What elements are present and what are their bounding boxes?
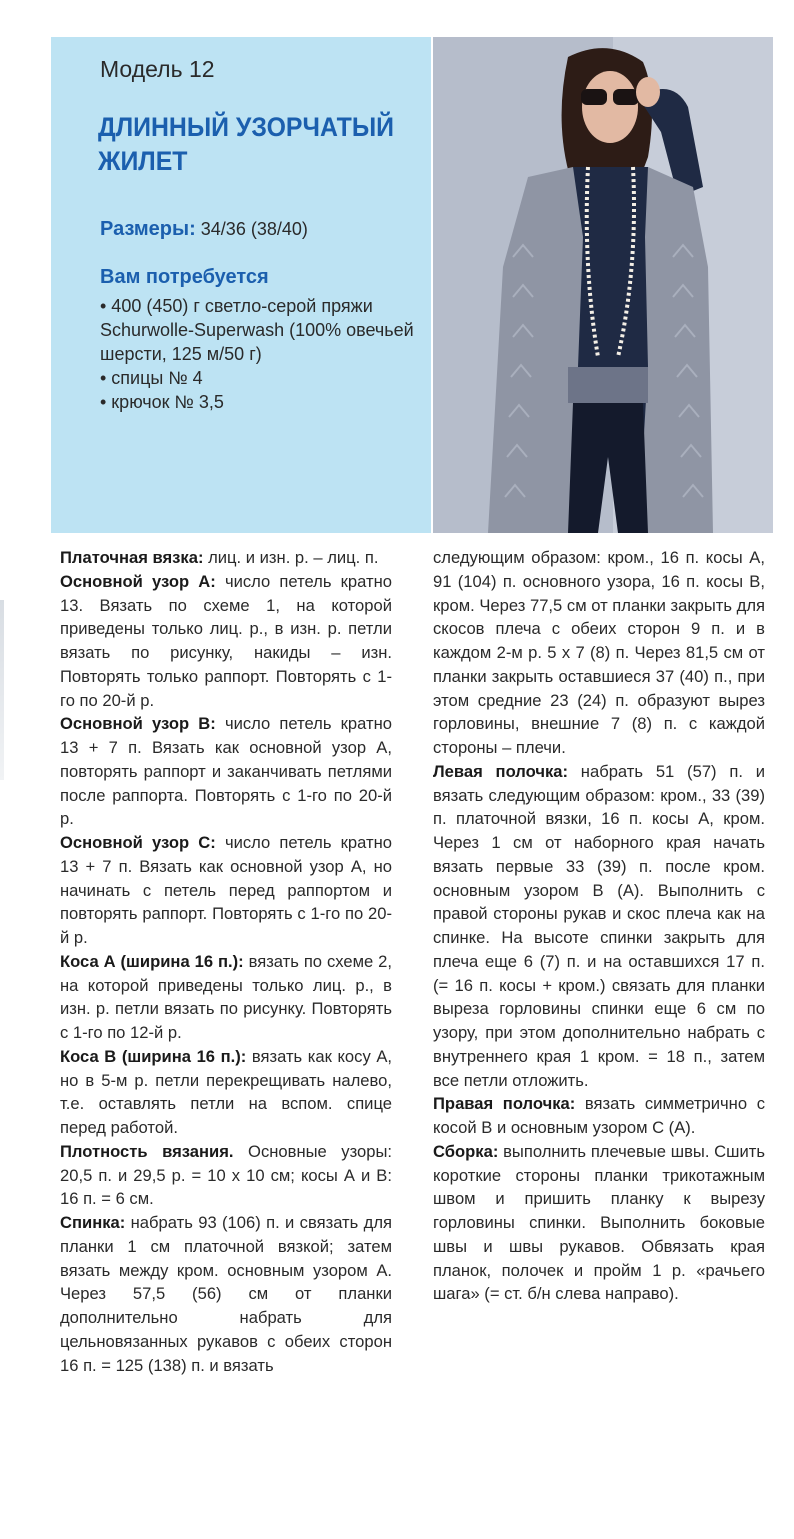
instruction-text: вязать как косу А, но в 5-м р. петли перекрещивать налево, т.е. оставлять петли на вспом. спице перед работой. xyxy=(60,1046,392,1137)
instruction-label: Платочная вязка: xyxy=(60,548,204,567)
sizes-label: Размеры: xyxy=(100,218,196,240)
instruction-text: набрать 93 (106) п. и связать для планки 1 см платочной вязкой; затем вязать между кром. основным узором А. Через 57,5 (56) см от планки дополнительно набрать для цельновязанных рукавов с обеих сторон 16 п. = 125 (138) п. и вязать xyxy=(60,1213,392,1375)
instruction-paragraph xyxy=(60,831,392,950)
instruction-label: Сборка: xyxy=(433,1141,499,1161)
instruction-paragraph xyxy=(433,1092,765,1140)
instruction-label: Коса В (ширина 16 п.): xyxy=(60,1046,247,1066)
instruction-label: Коса А (ширина 16 п.): xyxy=(60,951,244,971)
pattern-title: ДЛИННЫЙ УЗОРЧАТЫЙ ЖИЛЕТ xyxy=(98,112,395,176)
instruction-label: Основной узор А: xyxy=(60,571,216,591)
belt-shape xyxy=(568,367,648,403)
instruction-text: набрать 51 (57) п. и вязать следующим образом: кром., 33 (39) п. платочной вязки, 16 п. косы А, кром. Через 1 см от наборного края начать вязать первые 33 (39) п. после кром. основным узором В (А). Выполнить с правой стороны рукав и скос плеча как на спинке. На высоте спинки закрыть для плеча еще 6 (7) п. и на оставшихся 17 п. (= 16 п. косы + кром.) связать для планки выреза горловины спинки еще 6 см по узору, при этом дополнительно набрать с внутреннего края 1 кром. = 18 п., затем все петли отложить. xyxy=(433,761,765,1090)
materials-list xyxy=(100,294,420,414)
instruction-paragraph xyxy=(60,546,392,570)
materials-item: • крючок № 3,5 xyxy=(100,392,224,412)
instruction-paragraph xyxy=(60,712,392,831)
model-photo xyxy=(433,37,773,533)
instruction-label: Спинка: xyxy=(60,1213,126,1232)
instruction-text: число петель кратно 13 + 7 п. Вязать как основной узор А, повторять раппорт и заканчивать петлями после раппорта. Повторять с 1-го по 20-й р. xyxy=(60,714,392,829)
face-shape xyxy=(582,71,638,143)
instruction-text: выполнить плечевые швы. Сшить короткие стороны планки трикотажным швом и пришить планку к вырезу горловины спинки. Выполнить боковые швы и швы рукавов. Обвязать края планок, полочек и пройм 1 р. «рачьего шага» (= ст. б/н слева направо). xyxy=(433,1141,765,1304)
instruction-label: Основной узор С: xyxy=(60,833,216,852)
model-illustration xyxy=(433,37,773,533)
instruction-paragraph xyxy=(60,1211,392,1377)
instruction-paragraph xyxy=(60,1045,392,1140)
instruction-text: число петель кратно 13. Вязать по схеме 1, на которой приведены только лиц. р., в изн. р. петли вязать по рисунку, накиды – изн. Повторять только раппорт. Повторять с 1-го по 20-й р. xyxy=(60,571,392,710)
instruction-paragraph xyxy=(433,546,765,760)
instructions-left-column xyxy=(60,546,392,1377)
instruction-paragraph xyxy=(60,950,392,1045)
instruction-text: число петель кратно 13 + 7 п. Вязать как основной узор А, но начинать с петель перед раппортом и повторять раппорт. Повторять с 1-го по 20-й р. xyxy=(60,833,392,947)
page-edge-shadow xyxy=(0,600,4,780)
instruction-text: Основные узоры: 20,5 п. и 29,5 р. = 10 х 10 см; косы А и В: 16 п. = 6 см. xyxy=(60,1141,392,1209)
instruction-label: Правая полочка: xyxy=(433,1094,576,1114)
sunglasses-icon xyxy=(581,89,607,105)
instruction-text: лиц. и изн. р. – лиц. п. xyxy=(203,548,379,567)
model-number: Модель 12 xyxy=(100,56,215,82)
materials-item: • спицы № 4 xyxy=(100,368,203,388)
instructions-right-column xyxy=(433,546,765,1306)
instruction-text: следующим образом: кром., 16 п. косы А, 91 (104) п. основного узора, 16 п. косы В, кром. Через 77,5 см от планки закрыть для скосов плеча с обеих сторон 9 п. и в каждом 2-м р. 5 х 7 (8) п. Через 81,5 см от планки закрыть оставшиеся 37 (40) п., при этом средние 23 (24) п. образуют вырез горловины, внешние 7 (8) п. с каждой стороны – плечи. xyxy=(433,548,765,757)
instruction-paragraph xyxy=(60,570,392,713)
instruction-paragraph xyxy=(433,760,765,1093)
instruction-text: вязать симметрично с косой В и основным узором С (А). xyxy=(433,1094,765,1137)
sizes-line xyxy=(100,218,308,241)
instruction-label: Плотность вязания. xyxy=(60,1141,234,1161)
instruction-label: Основной узор В: xyxy=(60,714,216,734)
instruction-label: Левая полочка: xyxy=(433,761,569,781)
sizes-value: 34/36 (38/40) xyxy=(200,219,308,239)
instruction-paragraph xyxy=(433,1140,765,1306)
materials-item: • 400 (450) г светло-серой пряжи Schurwolle-Superwash (100% овечьей шерсти, 125 м/50 г) xyxy=(100,296,414,364)
instruction-text: вязать по схеме 2, на которой приведены только лиц. р., в изн. р. петли вязать по рисунку. Повторять с 1-го по 12-й р. xyxy=(60,951,392,1042)
materials-heading: Вам потребуется xyxy=(100,266,269,288)
instruction-paragraph xyxy=(60,1140,392,1211)
